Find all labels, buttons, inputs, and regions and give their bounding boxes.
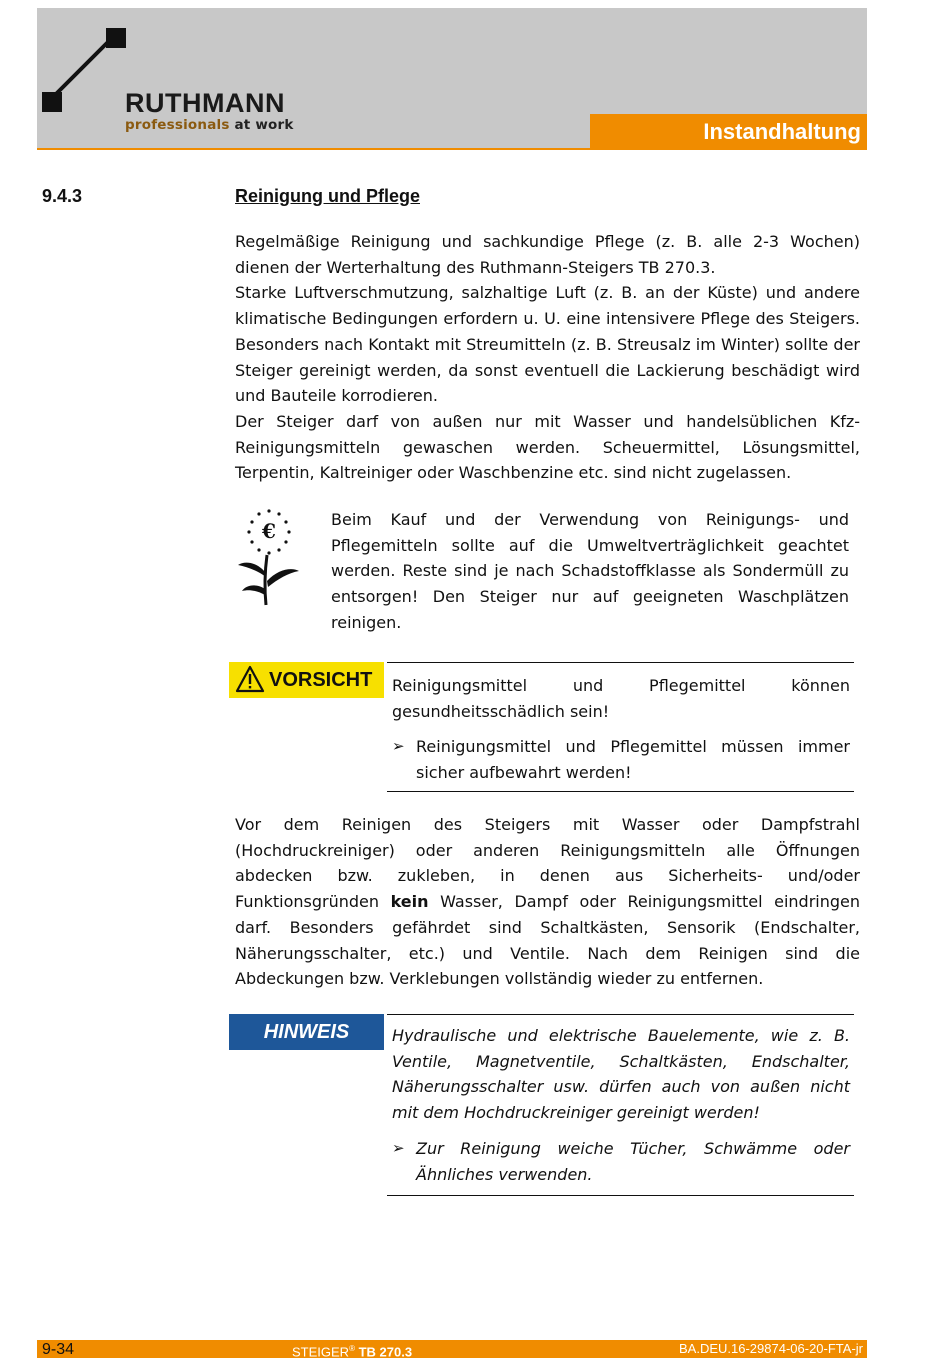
section-title: Reinigung und Pflege — [235, 186, 420, 206]
caution-content — [392, 673, 850, 786]
intro-paragraph: Starke Luftverschmutzung, salzhaltige Luft (z. B. an der Küste) und andere klimatische Bedingungen erfordern u. U. eine intensivere Pflege des Steigers. Besonders nach Kontakt mit Streumitteln (z. B. Streusalz im Winter) sollte der Steiger gereinigt werden, da sonst eventuell die Lackierung beschädigt wird und Bauteile korrodieren. — [235, 283, 860, 406]
section-tab: Instandhaltung — [590, 114, 867, 150]
tagline-part1: professionals — [125, 117, 230, 133]
caution-bullet — [392, 734, 850, 785]
caution-top-rule — [387, 662, 854, 663]
eco-flower-icon — [236, 505, 302, 607]
cleaning-text-bold: kein — [390, 892, 429, 912]
model-name: TB 270.3 — [358, 1344, 413, 1360]
hint-label: HINWEIS — [229, 1014, 384, 1050]
brand-name: RUTHMANN — [125, 88, 285, 118]
cleaning-text-1: Vor dem Reinigen des Steigers mit Wasser oder Dampfstrahl (Hochdruckreiniger) oder anderen Reinigungsmitteln alle Öffnungen abdecken bzw. zukleben, in denen aus Sicherheits- und/oder Funktionsgründen — [235, 815, 860, 912]
svg-text:€: € — [262, 519, 276, 543]
caution-text: Reinigungsmittel und Pflegemittel können gesundheitsschädlich sein! — [392, 676, 850, 721]
cleaning-text-2: Wasser, Dampf oder Reinigungsmittel eindringen darf. Besonders gefährdet sind Schaltkästen, Sensorik (Endschalter, Näherungsschalter, etc.) und Ventile. Nach dem Reinigen sind die Abdeckungen bzw. Verklebungen vollständig wieder zu entfernen. — [235, 892, 860, 989]
arrow-bullet-icon: ➢ — [392, 737, 405, 756]
cleaning-paragraph — [235, 812, 860, 992]
caution-label: VORSICHT — [229, 662, 384, 698]
intro-text — [235, 229, 860, 486]
document-code: BA.DEU.16-29874-06-20-FTA-jr — [679, 1341, 863, 1356]
arrow-bullet-icon: ➢ — [392, 1138, 405, 1157]
brand-tagline — [125, 117, 294, 133]
footer-model — [292, 1340, 412, 1361]
intro-paragraph: Der Steiger darf von außen nur mit Wasser und handelsüblichen Kfz-Reinigungsmitteln gewaschen werden. Scheuermittel, Lösungsmittel, Terpentin, Kaltreiniger oder Waschbenzine etc. sind nicht zugelassen. — [235, 411, 860, 483]
caution-bullet-text: Reinigungsmittel und Pflegemittel müssen immer sicher aufbewahrt werden! — [416, 737, 850, 783]
intro-paragraph: Regelmäßige Reinigung und sachkundige Pflege (z. B. alle 2-3 Wochen) dienen der Werterhaltung des Ruthmann-Steigers TB 270.3. — [235, 232, 860, 277]
model-prefix: STEIGER — [292, 1344, 350, 1360]
eco-note-text: Beim Kauf und der Verwendung von Reinigungs- und Pflegemitteln sollte auf die Umweltverträglichkeit geachtet werden. Reste sind je nach Schadstoffklasse als Sondermüll zu entsorgen! Den Steiger nur auf geeigneten Waschplätzen reinigen. — [331, 510, 849, 632]
tagline-part2: at work — [234, 117, 294, 133]
hint-content — [392, 1023, 850, 1187]
hint-top-rule — [387, 1014, 854, 1015]
warning-triangle-icon — [235, 665, 265, 693]
registered-mark: ® — [349, 1344, 355, 1353]
section-number: 9.4.3 — [42, 186, 83, 206]
page-number: 9-34 — [42, 1341, 75, 1358]
hint-bullet — [392, 1136, 850, 1187]
caution-bottom-rule — [387, 791, 854, 792]
hint-bullet-text: Zur Reinigung weiche Tücher, Schwämme oder Ähnliches verwenden. — [416, 1138, 850, 1184]
hint-text: Hydraulische und elektrische Bauelemente, wie z. B. Ventile, Magnetventile, Schaltkästen, Endschalter, Näherungsschalter usw. dürfen auch von außen nicht mit dem Hochdruckreiniger gereinigt werden! — [392, 1026, 850, 1123]
hint-bottom-rule — [387, 1195, 854, 1196]
